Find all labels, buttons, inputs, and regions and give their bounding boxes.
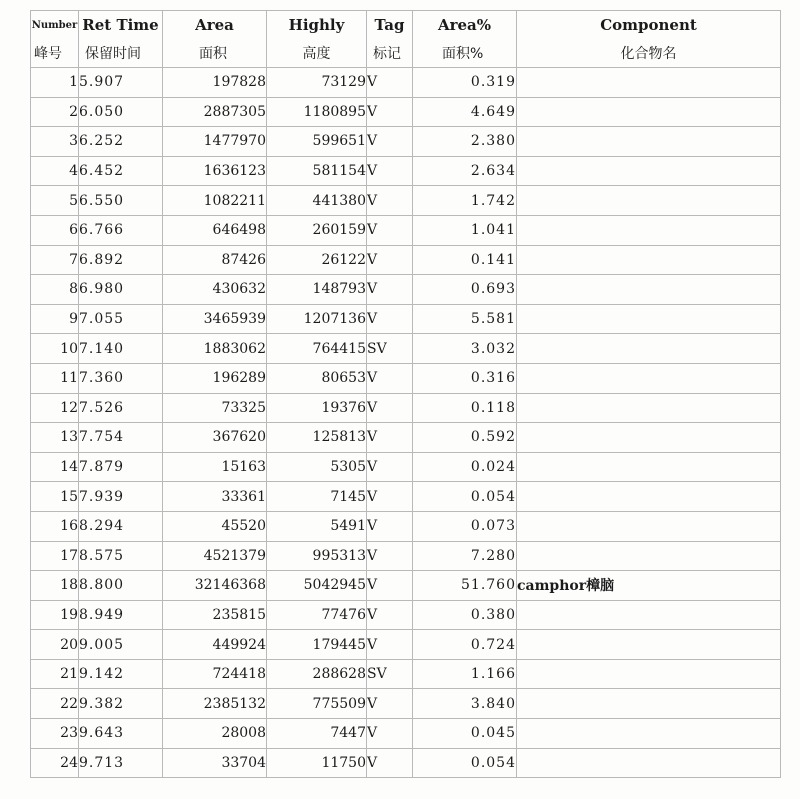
cell-ret-time: 6.550 (79, 186, 163, 216)
cell-ret-time: 7.939 (79, 482, 163, 512)
cell-area: 1883062 (163, 334, 267, 364)
cell-ret-time: 6.452 (79, 156, 163, 186)
cell-number: 23 (31, 719, 79, 749)
header-area-pct-cn: 面积% (413, 39, 517, 68)
table-row (31, 659, 781, 689)
header-component-cn: 化合物名 (517, 39, 781, 68)
cell-area: 45520 (163, 511, 267, 541)
cell-ret-time: 6.050 (79, 97, 163, 127)
cell-number: 7 (31, 245, 79, 275)
cell-ret-time: 6.766 (79, 215, 163, 245)
cell-area-pct: 0.054 (413, 748, 517, 778)
cell-number: 18 (31, 571, 79, 601)
cell-ret-time: 7.360 (79, 363, 163, 393)
cell-area: 4521379 (163, 541, 267, 571)
header-row-english (31, 11, 781, 40)
cell-number: 22 (31, 689, 79, 719)
cell-ret-time: 9.005 (79, 630, 163, 660)
cell-component (517, 511, 781, 541)
header-highly-cn: 高度 (267, 39, 367, 68)
cell-component (517, 275, 781, 305)
cell-area-pct: 0.054 (413, 482, 517, 512)
cell-number: 6 (31, 215, 79, 245)
table-row (31, 541, 781, 571)
cell-area-pct: 0.592 (413, 423, 517, 453)
cell-tag: V (367, 482, 413, 512)
table-row (31, 600, 781, 630)
cell-highly: 581154 (267, 156, 367, 186)
cell-component (517, 423, 781, 453)
cell-component (517, 156, 781, 186)
cell-area-pct: 0.693 (413, 275, 517, 305)
table-row (31, 97, 781, 127)
cell-area: 28008 (163, 719, 267, 749)
cell-tag: V (367, 541, 413, 571)
cell-tag: V (367, 689, 413, 719)
table-row (31, 393, 781, 423)
cell-component (517, 659, 781, 689)
header-highly: Highly (267, 11, 367, 40)
cell-highly: 1207136 (267, 304, 367, 334)
cell-tag: V (367, 156, 413, 186)
cell-ret-time: 6.892 (79, 245, 163, 275)
cell-area-pct: 7.280 (413, 541, 517, 571)
cell-highly: 441380 (267, 186, 367, 216)
cell-area-pct: 2.634 (413, 156, 517, 186)
table-row (31, 127, 781, 157)
cell-area: 197828 (163, 68, 267, 98)
cell-tag: V (367, 600, 413, 630)
cell-area: 33704 (163, 748, 267, 778)
table-row (31, 363, 781, 393)
cell-area: 646498 (163, 215, 267, 245)
cell-component (517, 363, 781, 393)
header-ret-time-cn: 保留时间 (79, 39, 163, 68)
cell-area: 15163 (163, 452, 267, 482)
table-row (31, 748, 781, 778)
cell-tag: V (367, 393, 413, 423)
cell-component (517, 245, 781, 275)
cell-highly: 19376 (267, 393, 367, 423)
cell-component (517, 304, 781, 334)
cell-tag: V (367, 186, 413, 216)
cell-number: 13 (31, 423, 79, 453)
table-row (31, 245, 781, 275)
cell-area: 87426 (163, 245, 267, 275)
cell-area: 2385132 (163, 689, 267, 719)
cell-ret-time: 6.980 (79, 275, 163, 305)
cell-ret-time: 9.142 (79, 659, 163, 689)
cell-number: 12 (31, 393, 79, 423)
cell-tag: SV (367, 659, 413, 689)
cell-highly: 80653 (267, 363, 367, 393)
table-header (31, 11, 781, 68)
cell-tag: V (367, 511, 413, 541)
table-row (31, 423, 781, 453)
header-area-cn: 面积 (163, 39, 267, 68)
peak-table (30, 10, 781, 778)
cell-number: 3 (31, 127, 79, 157)
table-body (31, 68, 781, 778)
cell-tag: V (367, 452, 413, 482)
cell-tag: V (367, 630, 413, 660)
cell-component (517, 719, 781, 749)
cell-ret-time: 7.526 (79, 393, 163, 423)
cell-area-pct: 0.141 (413, 245, 517, 275)
cell-number: 24 (31, 748, 79, 778)
cell-highly: 11750 (267, 748, 367, 778)
cell-highly: 995313 (267, 541, 367, 571)
cell-area-pct: 1.041 (413, 215, 517, 245)
cell-highly: 73129 (267, 68, 367, 98)
cell-component (517, 68, 781, 98)
cell-area: 33361 (163, 482, 267, 512)
header-component: Component (517, 11, 781, 40)
header-area-pct: Area% (413, 11, 517, 40)
cell-number: 20 (31, 630, 79, 660)
table-row (31, 334, 781, 364)
cell-highly: 77476 (267, 600, 367, 630)
cell-tag: V (367, 423, 413, 453)
header-area: Area (163, 11, 267, 40)
cell-component (517, 186, 781, 216)
cell-ret-time: 9.713 (79, 748, 163, 778)
cell-tag: V (367, 275, 413, 305)
cell-highly: 7145 (267, 482, 367, 512)
cell-tag: V (367, 363, 413, 393)
cell-number: 9 (31, 304, 79, 334)
header-row-chinese (31, 39, 781, 68)
cell-highly: 7447 (267, 719, 367, 749)
cell-tag: V (367, 719, 413, 749)
cell-area: 724418 (163, 659, 267, 689)
cell-highly: 775509 (267, 689, 367, 719)
cell-highly: 288628 (267, 659, 367, 689)
cell-area-pct: 0.380 (413, 600, 517, 630)
cell-highly: 125813 (267, 423, 367, 453)
cell-area-pct: 1.742 (413, 186, 517, 216)
table-row (31, 186, 781, 216)
cell-area-pct: 3.032 (413, 334, 517, 364)
cell-tag: V (367, 127, 413, 157)
table-row (31, 68, 781, 98)
cell-area: 2887305 (163, 97, 267, 127)
cell-ret-time: 9.382 (79, 689, 163, 719)
cell-area-pct: 0.319 (413, 68, 517, 98)
header-tag-cn: 标记 (367, 39, 413, 68)
cell-ret-time: 7.055 (79, 304, 163, 334)
cell-component: camphor樟脑 (517, 571, 781, 601)
header-number: Number (31, 11, 79, 40)
table-row (31, 215, 781, 245)
cell-tag: V (367, 215, 413, 245)
table-row (31, 571, 781, 601)
cell-highly: 179445 (267, 630, 367, 660)
table-row (31, 156, 781, 186)
cell-area-pct: 2.380 (413, 127, 517, 157)
cell-ret-time: 8.800 (79, 571, 163, 601)
table-row (31, 719, 781, 749)
cell-area-pct: 0.724 (413, 630, 517, 660)
cell-number: 17 (31, 541, 79, 571)
cell-area-pct: 1.166 (413, 659, 517, 689)
cell-tag: V (367, 245, 413, 275)
cell-tag: SV (367, 334, 413, 364)
cell-component (517, 541, 781, 571)
cell-component (517, 748, 781, 778)
cell-ret-time: 8.294 (79, 511, 163, 541)
cell-area: 73325 (163, 393, 267, 423)
cell-ret-time: 8.949 (79, 600, 163, 630)
cell-area: 449924 (163, 630, 267, 660)
cell-highly: 5305 (267, 452, 367, 482)
cell-area: 235815 (163, 600, 267, 630)
table-row (31, 452, 781, 482)
cell-area-pct: 5.581 (413, 304, 517, 334)
cell-area-pct: 0.024 (413, 452, 517, 482)
cell-tag: V (367, 97, 413, 127)
cell-highly: 599651 (267, 127, 367, 157)
cell-highly: 1180895 (267, 97, 367, 127)
cell-highly: 260159 (267, 215, 367, 245)
table-row (31, 630, 781, 660)
cell-area: 196289 (163, 363, 267, 393)
cell-area: 430632 (163, 275, 267, 305)
cell-highly: 148793 (267, 275, 367, 305)
header-ret-time: Ret Time (79, 11, 163, 40)
cell-highly: 26122 (267, 245, 367, 275)
table-row (31, 511, 781, 541)
cell-component (517, 97, 781, 127)
header-number-cn: 峰号 (31, 39, 79, 68)
cell-tag: V (367, 571, 413, 601)
table-row (31, 482, 781, 512)
cell-number: 10 (31, 334, 79, 364)
cell-area: 1636123 (163, 156, 267, 186)
cell-component (517, 215, 781, 245)
cell-number: 11 (31, 363, 79, 393)
cell-number: 16 (31, 511, 79, 541)
cell-component (517, 600, 781, 630)
cell-area: 3465939 (163, 304, 267, 334)
cell-ret-time: 7.879 (79, 452, 163, 482)
cell-number: 8 (31, 275, 79, 305)
cell-highly: 5491 (267, 511, 367, 541)
cell-ret-time: 7.754 (79, 423, 163, 453)
cell-ret-time: 7.140 (79, 334, 163, 364)
cell-area-pct: 3.840 (413, 689, 517, 719)
cell-area-pct: 51.760 (413, 571, 517, 601)
cell-tag: V (367, 748, 413, 778)
cell-ret-time: 8.575 (79, 541, 163, 571)
table-row (31, 304, 781, 334)
cell-number: 5 (31, 186, 79, 216)
header-tag: Tag (367, 11, 413, 40)
cell-area-pct: 0.118 (413, 393, 517, 423)
cell-highly: 5042945 (267, 571, 367, 601)
cell-component (517, 482, 781, 512)
cell-area: 1477970 (163, 127, 267, 157)
cell-number: 21 (31, 659, 79, 689)
cell-area: 367620 (163, 423, 267, 453)
cell-ret-time: 6.252 (79, 127, 163, 157)
cell-area-pct: 4.649 (413, 97, 517, 127)
cell-number: 2 (31, 97, 79, 127)
cell-tag: V (367, 68, 413, 98)
cell-area-pct: 0.316 (413, 363, 517, 393)
cell-number: 1 (31, 68, 79, 98)
cell-component (517, 630, 781, 660)
cell-tag: V (367, 304, 413, 334)
cell-component (517, 127, 781, 157)
cell-component (517, 393, 781, 423)
cell-component (517, 334, 781, 364)
cell-component (517, 452, 781, 482)
cell-number: 15 (31, 482, 79, 512)
cell-component (517, 689, 781, 719)
cell-area-pct: 0.073 (413, 511, 517, 541)
cell-ret-time: 9.643 (79, 719, 163, 749)
table-row (31, 275, 781, 305)
cell-area-pct: 0.045 (413, 719, 517, 749)
cell-number: 19 (31, 600, 79, 630)
cell-area: 1082211 (163, 186, 267, 216)
cell-highly: 764415 (267, 334, 367, 364)
table-row (31, 689, 781, 719)
cell-number: 4 (31, 156, 79, 186)
cell-ret-time: 5.907 (79, 68, 163, 98)
cell-area: 32146368 (163, 571, 267, 601)
cell-number: 14 (31, 452, 79, 482)
